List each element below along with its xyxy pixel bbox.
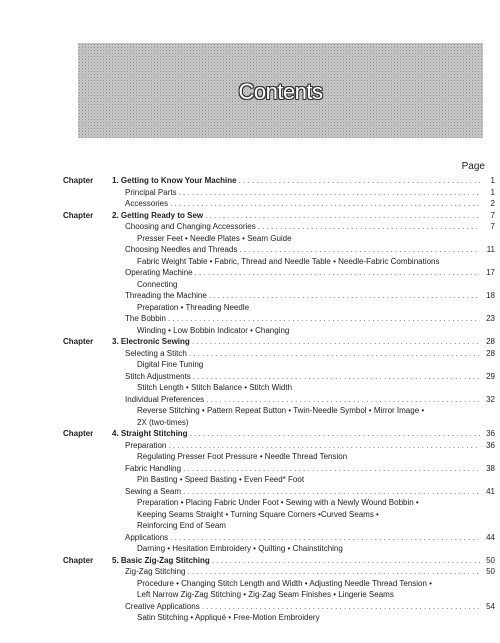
subtopics-text: Preparation • Threading Needle (137, 302, 250, 312)
section-row (0, 532, 500, 544)
dot-leader (205, 210, 480, 222)
chapter-label: Chapter (63, 210, 94, 220)
section-entry (125, 486, 495, 498)
section-title: Applications (125, 532, 169, 542)
dot-leader (183, 463, 480, 475)
subtopics-row (0, 612, 500, 624)
subtopics-text: Left Narrow Zig-Zag Stitching • Zig-Zag Seam Finishes • Lingerie Seams (137, 590, 394, 599)
section-page-number: 11 (486, 245, 495, 254)
section-title: Sewing a Seam (125, 486, 182, 496)
section-entry (125, 371, 495, 383)
section-entry (125, 463, 495, 475)
section-entry (125, 601, 495, 613)
section-title: Operating Machine (125, 268, 193, 277)
section-entry (125, 532, 495, 544)
dot-leader (190, 428, 480, 440)
chapter-title: 2. Getting Ready to Sew (112, 210, 204, 220)
section-title: Fabric Handling (125, 463, 182, 473)
section-entry (125, 440, 495, 452)
section-row (0, 348, 500, 360)
section-row (0, 566, 500, 578)
subtopics-row (0, 520, 500, 532)
section-title: Creative Applications (125, 601, 200, 611)
chapter-label: Chapter (63, 555, 94, 565)
subtopics-text: Stitch Length • Stitch Balance • Stitch Width (137, 383, 293, 392)
section-row (0, 221, 500, 233)
section-entry (125, 348, 495, 360)
section-row (0, 486, 500, 498)
dot-leader (195, 267, 480, 279)
section-page-number: 2 (490, 199, 495, 208)
dot-leader (170, 532, 480, 544)
subtopics-text: Winding • Low Bobbin Indicator • Changing (137, 325, 290, 335)
subtopics-text: Fabric Weight Table • Fabric, Thread and Needle Table • Needle-Fabric Combinations (137, 256, 440, 266)
section-entry (125, 267, 495, 279)
dot-leader (258, 221, 480, 233)
dot-leader (187, 566, 480, 578)
chapter-entry (112, 210, 495, 222)
chapter-page-number: 36 (486, 429, 495, 438)
section-page-number: 36 (486, 440, 495, 450)
subtopics-row (0, 233, 500, 245)
section-row (0, 371, 500, 383)
subtopics-row (0, 543, 500, 555)
dot-leader (239, 244, 480, 256)
chapter-entry (112, 175, 495, 187)
subtopics-text: Digital Fine Tuning (137, 360, 204, 369)
chapter-title: 5. Basic Zig-Zag Stitching (112, 555, 210, 565)
section-entry (125, 187, 495, 199)
chapter-label: Chapter (63, 429, 94, 438)
section-page-number: 38 (486, 463, 495, 473)
section-page-number: 29 (486, 371, 495, 381)
subtopics-text: Reverse Stitching • Pattern Repeat Button • Twin-Needle Symbol • Mirror Image • (137, 406, 425, 415)
chapter-row (0, 555, 500, 567)
dot-leader (168, 440, 480, 452)
dot-leader (189, 348, 480, 360)
section-title: Stitch Adjustments (125, 371, 191, 381)
chapter-title: 1. Getting to Know Your Machine (112, 176, 237, 185)
section-page-number: 28 (486, 348, 495, 358)
section-row (0, 463, 500, 475)
section-row (0, 187, 500, 199)
section-title: Preparation (125, 440, 167, 450)
subtopics-text: 2X (two-times) (137, 417, 189, 427)
section-entry (125, 566, 495, 578)
chapter-row (0, 428, 500, 440)
subtopics-text: Satin Stitching • Appliqué • Free-Motion Embroidery (137, 613, 320, 622)
section-title: Choosing Needles and Threads (125, 245, 238, 254)
chapter-page-number: 28 (486, 337, 495, 346)
section-title: Threading the Machine (125, 291, 207, 300)
chapter-row (0, 175, 500, 187)
page-title: Contents (238, 79, 323, 104)
subtopics-text: Regulating Presser Foot Pressure • Needle Thread Tension (137, 452, 348, 461)
chapter-page-number: 7 (490, 210, 495, 220)
subtopics-text: Keeping Seams Straight • Turning Square Corners •Curved Seams • (137, 509, 379, 519)
subtopics-text: Procedure • Changing Stitch Length and Width • Adjusting Needle Thread Tension • (137, 578, 432, 588)
section-row (0, 290, 500, 302)
section-page-number: 44 (486, 532, 495, 542)
section-page-number: 41 (486, 486, 495, 496)
section-page-number: 1 (490, 187, 495, 197)
subtopics-row (0, 279, 500, 291)
section-page-number: 32 (486, 394, 495, 404)
chapter-entry (112, 336, 495, 348)
chapter-page-number: 50 (486, 555, 495, 565)
subtopics-text: Presser Feet • Needle Plates • Seam Guide (137, 233, 292, 243)
section-title: Selecting a Stitch (125, 348, 187, 358)
dot-leader (183, 486, 480, 498)
dot-leader (179, 187, 480, 199)
section-page-number: 18 (486, 291, 495, 300)
subtopics-row (0, 497, 500, 509)
subtopics-text: Pin Basting • Speed Basting • Even Feed* Foot (137, 475, 305, 484)
section-page-number: 50 (486, 567, 495, 576)
section-title: Individual Preferences (125, 394, 205, 404)
subtopics-row (0, 359, 500, 371)
subtopics-text: Preparation • Placing Fabric Under Foot • Sewing with a Newly Wound Bobbin • (137, 498, 419, 507)
subtopics-row (0, 417, 500, 429)
section-entry (125, 221, 495, 233)
section-row (0, 440, 500, 452)
dot-leader (202, 601, 480, 613)
subtopics-row (0, 256, 500, 268)
subtopics-row (0, 451, 500, 463)
section-page-number: 7 (490, 222, 495, 231)
chapter-title: 3. Electronic Sewing (112, 337, 190, 346)
section-entry (125, 198, 495, 210)
subtopics-row (0, 302, 500, 314)
section-title: The Bobbin (125, 314, 166, 323)
chapter-row (0, 336, 500, 348)
dot-leader (192, 336, 480, 348)
subtopics-row (0, 325, 500, 337)
section-entry (125, 244, 495, 256)
section-title: Choosing and Changing Accessories (125, 222, 256, 231)
subtopics-row (0, 589, 500, 601)
dot-leader (170, 198, 480, 210)
chapter-label: Chapter (63, 337, 94, 346)
section-row (0, 601, 500, 613)
dot-leader (193, 371, 480, 383)
subtopics-row (0, 578, 500, 590)
subtopics-row (0, 474, 500, 486)
table-of-contents (0, 175, 500, 624)
section-title: Principal Parts (125, 187, 177, 197)
subtopics-row (0, 405, 500, 417)
dot-leader (206, 394, 480, 406)
dot-leader (239, 175, 480, 187)
page-column-label: Page (461, 161, 485, 172)
subtopics-text: Connecting (137, 279, 178, 289)
section-row (0, 313, 500, 325)
chapter-title: 4. Straight Stitching (112, 429, 188, 438)
subtopics-row (0, 382, 500, 394)
section-entry (125, 394, 495, 406)
chapter-row (0, 210, 500, 222)
chapter-entry (112, 428, 495, 440)
section-row (0, 198, 500, 210)
section-title: Accessories (125, 199, 169, 208)
section-page-number: 54 (486, 601, 495, 611)
section-entry (125, 313, 495, 325)
section-row (0, 394, 500, 406)
subtopics-row (0, 509, 500, 521)
dot-leader (212, 555, 480, 567)
chapter-entry (112, 555, 495, 567)
subtopics-text: Darning • Hesitation Embroidery • Quilting • Chainstitching (137, 544, 343, 553)
subtopics-text: Reinforcing End of Seam (137, 521, 226, 530)
section-row (0, 267, 500, 279)
dot-leader (209, 290, 480, 302)
section-page-number: 23 (486, 314, 495, 323)
chapter-label: Chapter (63, 176, 94, 185)
header-band (78, 43, 483, 138)
section-title: Zig-Zag Stitching (125, 567, 186, 576)
chapter-page-number: 1 (490, 176, 495, 185)
section-entry (125, 290, 495, 302)
dot-leader (168, 313, 480, 325)
section-row (0, 244, 500, 256)
section-page-number: 17 (486, 268, 495, 277)
